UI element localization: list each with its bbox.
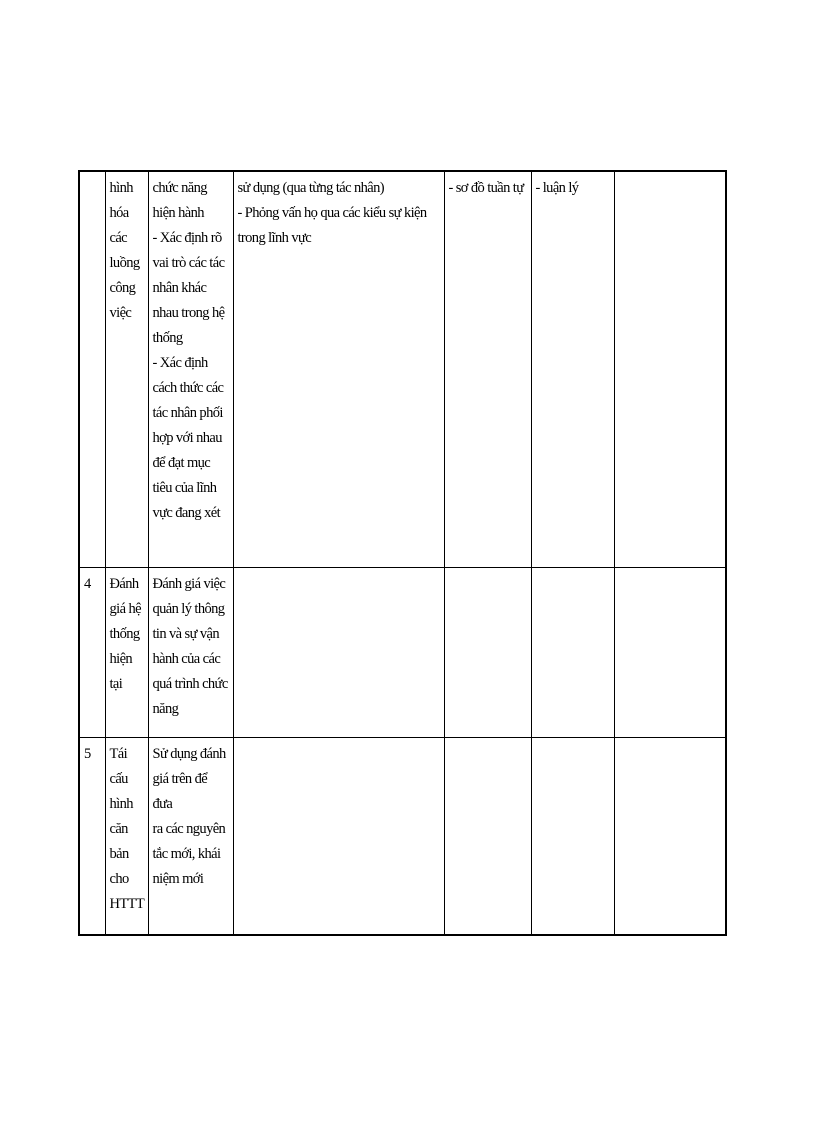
cell-note	[614, 737, 726, 935]
table-row	[79, 737, 726, 935]
cell-text: Sử dụng đánh giá trên để đưa ra các nguyên tắc mới, khái niệm mới	[152, 745, 226, 887]
cell-technique	[233, 737, 444, 935]
cell-no	[79, 567, 105, 737]
cell-result	[531, 171, 614, 567]
cell-text: 4	[84, 575, 91, 592]
cell-technique	[233, 171, 444, 567]
cell-technique	[233, 567, 444, 737]
cell-text: 5	[84, 745, 91, 762]
cell-text: Đánh giá việc quản lý thông tin và sự vận hành của các quá trình chức năng	[152, 575, 228, 717]
cell-result	[531, 567, 614, 737]
cell-text: - luận lý	[535, 180, 579, 196]
cell-step	[105, 737, 148, 935]
cell-step	[105, 567, 148, 737]
cell-tool	[444, 567, 531, 737]
cell-note	[614, 567, 726, 737]
cell-description	[148, 171, 233, 567]
cell-tool	[444, 737, 531, 935]
cell-no	[79, 737, 105, 935]
table-row	[79, 171, 726, 567]
cell-text: sử dụng (qua từng tác nhân) - Phỏng vấn họ qua các kiểu sự kiện trong lĩnh vực	[237, 180, 427, 246]
cell-result	[531, 737, 614, 935]
cell-text: Tái cấu hình căn bản cho HTTT	[109, 745, 145, 912]
cell-description	[148, 737, 233, 935]
cell-no	[79, 171, 105, 567]
cell-note	[614, 171, 726, 567]
cell-text: - sơ đồ tuần tự	[448, 180, 524, 196]
table-row	[79, 567, 726, 737]
cell-text: Đánh giá hệ thống hiện tại	[109, 575, 141, 692]
cell-text: hình hóa các luồng công việc	[109, 180, 140, 321]
cell-text: chức năng hiện hành - Xác định rõ vai trò các tác nhân khác nhau trong hệ thống - Xác định cách thức các tác nhân phối hợp với nhau để đạt mục tiêu của lĩnh vực đang xét	[152, 180, 225, 521]
process-table	[78, 170, 727, 936]
cell-tool	[444, 171, 531, 567]
cell-description	[148, 567, 233, 737]
cell-step	[105, 171, 148, 567]
